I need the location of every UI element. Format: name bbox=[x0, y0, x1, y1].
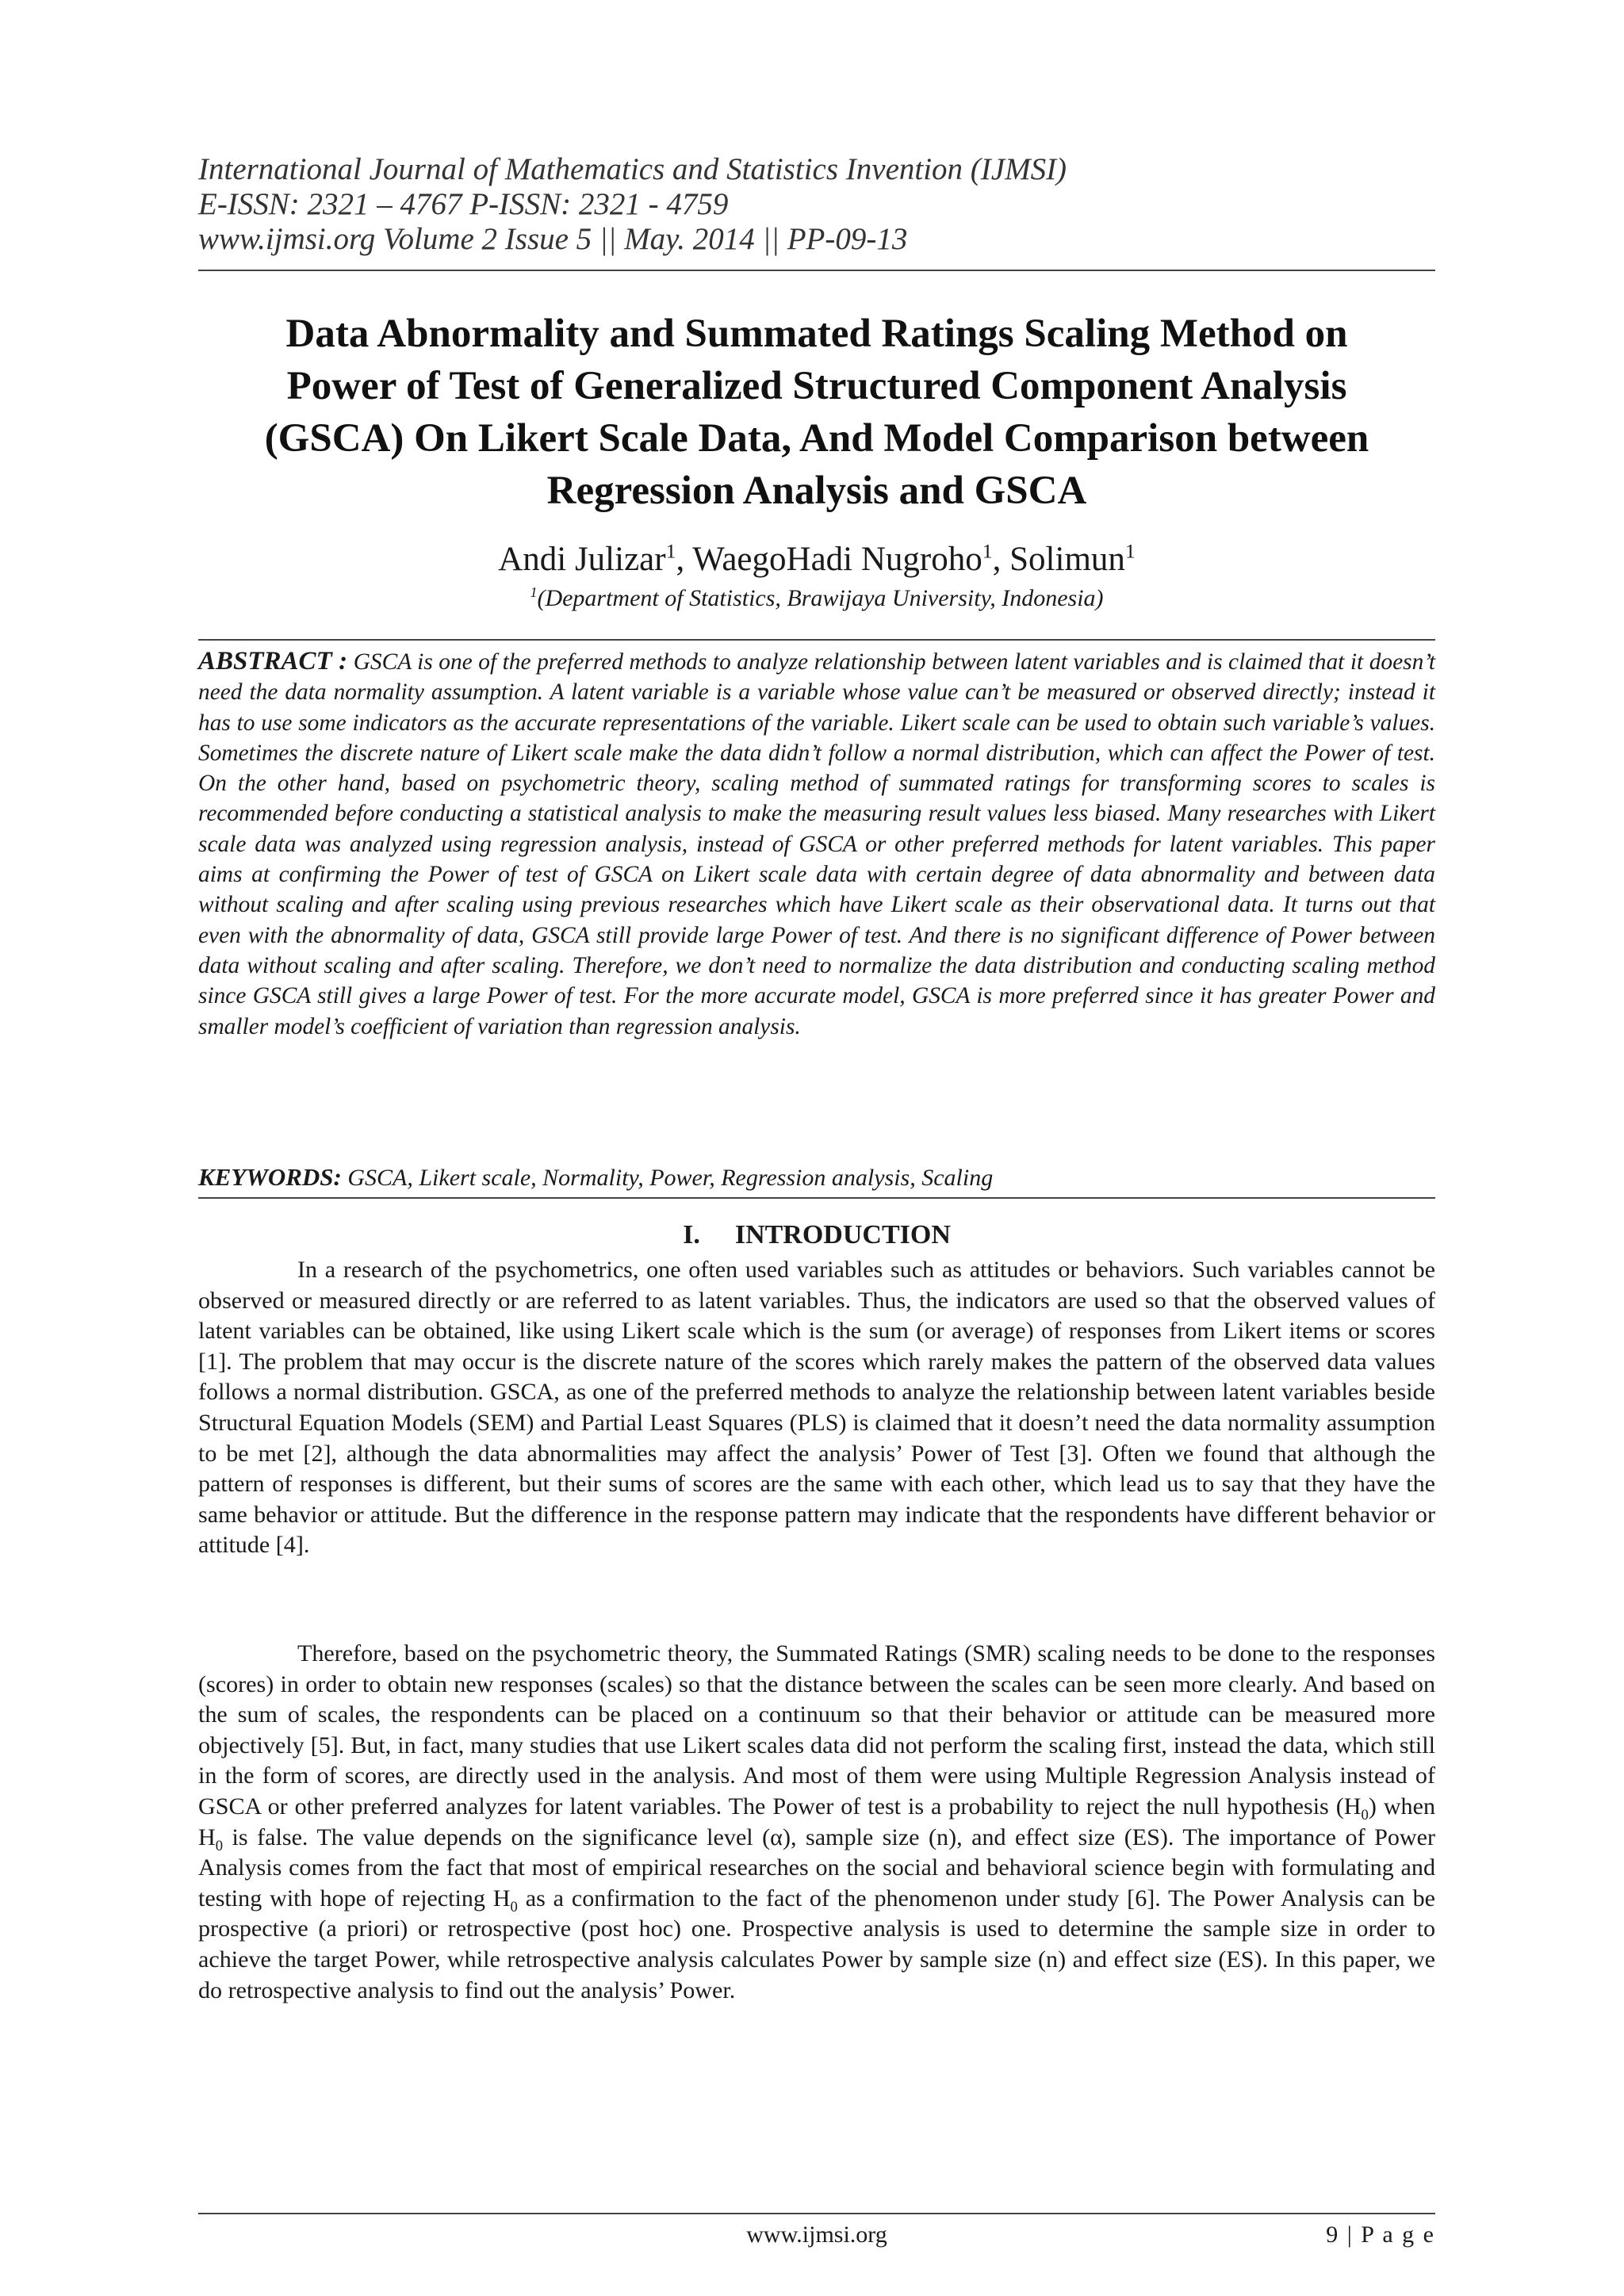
journal-name: International Journal of Mathematics and Statistics Invention (IJMSI) bbox=[198, 152, 1067, 186]
author-name: Andi Julizar bbox=[498, 541, 666, 578]
abstract-rule bbox=[198, 639, 1435, 641]
keywords-rule bbox=[198, 1197, 1435, 1199]
author-affiliation-mark: 1 bbox=[1124, 539, 1136, 563]
paragraph-text: as a confirmation to the fact of the phenomenon under study [6]. The Power Analysis can be prospective (a priori) or retrospective (post hoc) one. Prospective analysis is used to determine the sample size in order to achieve the target Power, while retrospective analysis calculates Power by sample size (n) and effect size (ES). In this paper, we do retrospective analysis to find out the analysis’ Power. bbox=[198, 1884, 1435, 2003]
section-heading bbox=[198, 1219, 1435, 1251]
author-affiliation-mark: 1 bbox=[982, 539, 993, 563]
title-line: Data Abnormality and Summated Ratings Scaling Method on bbox=[285, 312, 1348, 356]
keywords-label: KEYWORDS: bbox=[198, 1163, 342, 1191]
affiliation bbox=[198, 584, 1435, 614]
section-number: I. bbox=[683, 1220, 700, 1249]
subscript: 0 bbox=[1361, 1806, 1369, 1823]
header-rule bbox=[198, 270, 1435, 271]
body-paragraph bbox=[198, 1638, 1435, 2005]
paragraph-text: is false. The value depends on the significance level (α), sample size (n), and effect size (ES). The importance of Power Analysis comes from the fact that most of empirical researches on the social and behavioral science begin with formulating and testing with hope of rejecting H bbox=[198, 1823, 1435, 1911]
subscript: 0 bbox=[215, 1837, 224, 1854]
keywords-text: GSCA, Likert scale, Normality, Power, Regression analysis, Scaling bbox=[347, 1165, 994, 1191]
keywords bbox=[198, 1162, 1435, 1193]
author-separator: , bbox=[992, 541, 1010, 578]
body-paragraph: In a research of the psychometrics, one often used variables such as attitudes or behaviors. Such variables cannot be observed or measured directly or are referred to as latent variables. Thus, the indicators are used so that the observed values of latent variables can be obtained, like using Likert scale which is the sum (or average) of responses from Likert items or scores [1]. The problem that may occur is the discrete nature of the scores which rarely makes the pattern of the observed data values follows a normal distribution. GSCA, as one of the preferred methods to analyze the relationship between latent variables beside Structural Equation Models (SEM) and Partial Least Squares (PLS) is claimed that it doesn’t need the data normality assumption to be met [2], although the data abnormalities may affect the analysis’ Power of Test [3]. Often we found that although the pattern of responses is different, but their sums of scores are the same with each other, which lead us to say that they have the same behavior or attitude. But the difference in the response pattern may indicate that the respondents have different behavior or attitude [4]. bbox=[198, 1256, 1435, 1559]
paragraph-text: ) when H bbox=[198, 1792, 1435, 1850]
title-line: (GSCA) On Likert Scale Data, And Model Comparison between bbox=[264, 416, 1369, 461]
paper-title bbox=[198, 308, 1435, 517]
author-affiliation-mark: 1 bbox=[665, 539, 676, 563]
abstract-text: GSCA is one of the preferred methods to analyze relationship between latent variables and is claimed that it doesn’t need the data normality assumption. A latent variable is a variable whose value can’t be measured or observed directly; instead it has to use some indicators as the accurate representations of the variable. Likert scale can be used to obtain such variable’s values. Sometimes the discrete nature of Likert scale make the data didn’t follow a normal distribution, which can affect the Power of test. On the other hand, based on psychometric theory, scaling method of summated ratings for transforming scores to scales is recommended before conducting a statistical analysis to make the measuring result values less biased. Many researches with Likert scale data was analyzed using regression analysis, instead of GSCA or other preferred methods for latent variables. This paper aims at confirming the Power of test of GSCA on Likert scale data with certain degree of data abnormality and between data without scaling and after scaling using previous researches which have Likert scale as their observational data. It turns out that even with the abnormality of data, GSCA still provide large Power of test. And there is no significant difference of Power between data without scaling and after scaling. Therefore, we don’t need to normalize the data distribution and conducting scaling method since GSCA still gives a large Power of test. For the more accurate model, GSCA is more preferred since it has greater Power and smaller model’s coefficient of variation than regression analysis. bbox=[198, 649, 1435, 1039]
subscript: 0 bbox=[510, 1898, 518, 1915]
affiliation-mark: 1 bbox=[530, 584, 538, 600]
title-line: Power of Test of Generalized Structured Component Analysis bbox=[286, 364, 1347, 408]
author-name: WaegoHadi Nugroho bbox=[692, 541, 982, 578]
journal-volume: www.ijmsi.org Volume 2 Issue 5 || May. 2014 || PP-09-13 bbox=[198, 222, 908, 256]
journal-header bbox=[198, 152, 1067, 257]
page-number: 9 | P a g e bbox=[1326, 2221, 1435, 2248]
author-separator: , bbox=[676, 541, 693, 578]
abstract-label: ABSTRACT : bbox=[198, 647, 348, 675]
author-name: Solimun bbox=[1009, 541, 1125, 578]
section-title: INTRODUCTION bbox=[734, 1220, 951, 1249]
affiliation-text: (Department of Statistics, Brawijaya University, Indonesia) bbox=[537, 585, 1104, 611]
journal-issn: E-ISSN: 2321 – 4767 P-ISSN: 2321 - 4759 bbox=[198, 187, 729, 221]
author-list bbox=[198, 539, 1435, 580]
paragraph-text: Therefore, based on the psychometric theory, the Summated Ratings (SMR) scaling needs to be done to the responses (scores) in order to obtain new responses (scales) so that the distance between the scales can be seen more clearly. And based on the sum of scales, the respondents can be placed on a continuum so that their behavior or attitude can be measured more objectively [5]. But, in fact, many studies that use Likert scales data did not perform the scaling first, instead the data, which still in the form of scores, are directly used in the analysis. And most of them were using Multiple Regression Analysis instead of GSCA or other preferred analyzes for latent variables. The Power of test is a probability to reject the null hypothesis (H bbox=[198, 1640, 1435, 1820]
footer-url: www.ijmsi.org bbox=[746, 2221, 887, 2248]
footer-rule bbox=[198, 2213, 1435, 2214]
abstract bbox=[198, 646, 1435, 1042]
title-line: Regression Analysis and GSCA bbox=[546, 469, 1087, 513]
